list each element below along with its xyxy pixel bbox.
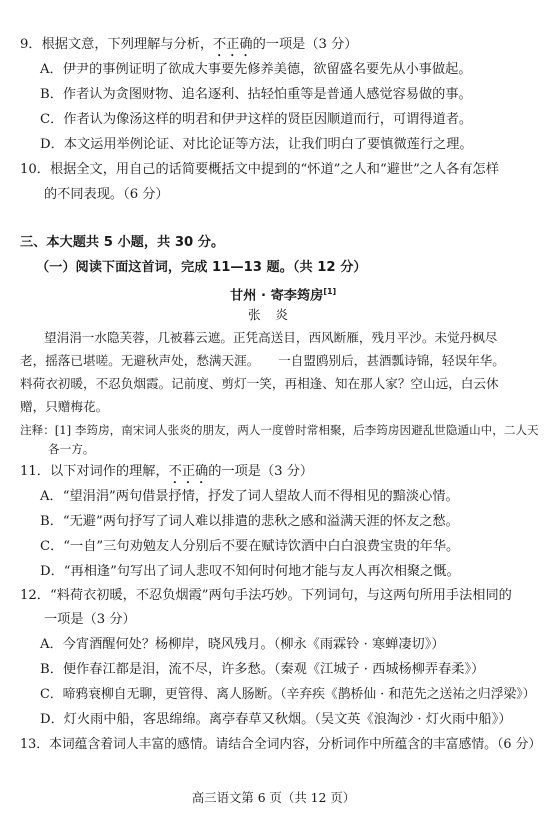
q9-option-b: B．作者认为贪图财物、追名逐利、拈轻怕重等是普通人感觉容易做的事。: [40, 87, 472, 102]
poem-author: 张 炎: [248, 307, 289, 322]
section-heading: 三、本大题共 5 小题，共 30 分。: [20, 235, 225, 250]
q11-option-b: B．“无避”两句抒写了词人难以排遣的悲秋之感和溢满天涯的怀友之愁。: [40, 514, 459, 529]
q12-option-a: A．今宵酒醒何处？杨柳岸，晓风残月。（柳永《雨霖铃 · 寒蝉凄切》）: [40, 637, 445, 652]
q9-option-d: D．本文运用举例论证、对比论证等方法，让我们明白了要慎微莲行之理。: [40, 137, 473, 152]
q12-option-c: C．啼鸦衰柳自无聊，更管得、离人肠断。（辛弃疾《鹊桥仙 · 和范先之送祐之归浮梁》）: [40, 687, 536, 702]
q11-stem: 11．以下对词作的理解，不正确的一项是（3 分）: [20, 464, 314, 479]
poem-title-note: [1]: [323, 287, 337, 296]
poem-line-4: 赠，只赠梅花。: [20, 399, 109, 414]
section-subheading: （一）阅读下面这首词，完成 11—13 题。（共 12 分）: [36, 260, 367, 275]
q10-stem-line1: 10．根据全文，用自己的话简要概括文中提到的“怀道”之人和“避世”之人各有怎样: [20, 162, 499, 177]
q11-option-a: A．“望涓涓”两句借景抒情，抒发了词人望故人而不得相见的黯淡心情。: [40, 489, 459, 504]
poem-line-1: 望涓涓一水隐芙蓉，几被暮云遮。正凭高送目，西风断雁，残月平沙。未觉丹枫尽: [44, 330, 498, 345]
poem-line-3: 料荷衣初暖，不忍负烟霞。记前度、剪灯一笑，再相逢、知在那人家？空山远，白云休: [20, 376, 499, 391]
poem-annotation-line2: 各一方。: [48, 442, 95, 456]
q12-stem-line1: 12．“料荷衣初暖，不忍负烟霞”两句手法巧妙。下列词句，与这两句所用手法相同的: [20, 588, 512, 603]
poem-line-2: 老，摇落已堪嗟。无避秋声处，愁满天涯。 一自盟鸥别后，甚酒瓢诗锦，轻误年华。: [20, 353, 505, 368]
q11-negation: 不正确: [168, 464, 209, 479]
q12-option-b: B．便作春江都是泪，流不尽，许多愁。（秦观《江城子 · 西城杨柳弄春柔》）: [40, 662, 485, 677]
q10-stem-line2: 的不同表现。（6 分）: [44, 187, 169, 202]
q11-option-c: C．“一自”三句劝勉友人分别后不要在赋诗饮酒中白白浪费宝贵的年华。: [40, 539, 460, 554]
page-footer: 高三语文第 6 页（共 12 页）: [191, 790, 356, 805]
q9-negation: 不正确: [213, 37, 253, 52]
q11-option-d: D．“再相逢”句写出了词人悲叹不知何时何地才能与友人再次相聚之慨。: [40, 564, 460, 579]
poem-title: 甘州 · 寄李筠房[1]: [230, 287, 337, 304]
q9-option-c: C．作者认为像汤这样的明君和伊尹这样的贤臣因顺道而行，可谓得道者。: [40, 112, 473, 127]
q9-stem: 9．根据文意，下列理解与分析，不正确的一项是（3 分）: [20, 37, 358, 52]
q12-stem-line2: 一项是（3 分）: [44, 612, 136, 627]
q12-option-d: D．灯火雨中船，客思绵绵。离亭春草又秋烟。（吴文英《浪淘沙 · 灯火雨中船》）: [40, 712, 512, 727]
q9-option-a: A．伊尹的事例证明了欲成大事要先修养美德，欲留盛名要先从小事做起。: [40, 62, 472, 77]
q13-stem: 13．本词蕴含着词人丰富的感情。请结合全词内容，分析词作中所蕴含的丰富感情。（6 分）: [20, 737, 542, 752]
poem-annotation-line1: 注释：[1] 李筠房，南宋词人张炎的朋友，两人一度曾时常相聚，后李筠房因避乱世隐遁山中，二人天: [20, 423, 539, 437]
